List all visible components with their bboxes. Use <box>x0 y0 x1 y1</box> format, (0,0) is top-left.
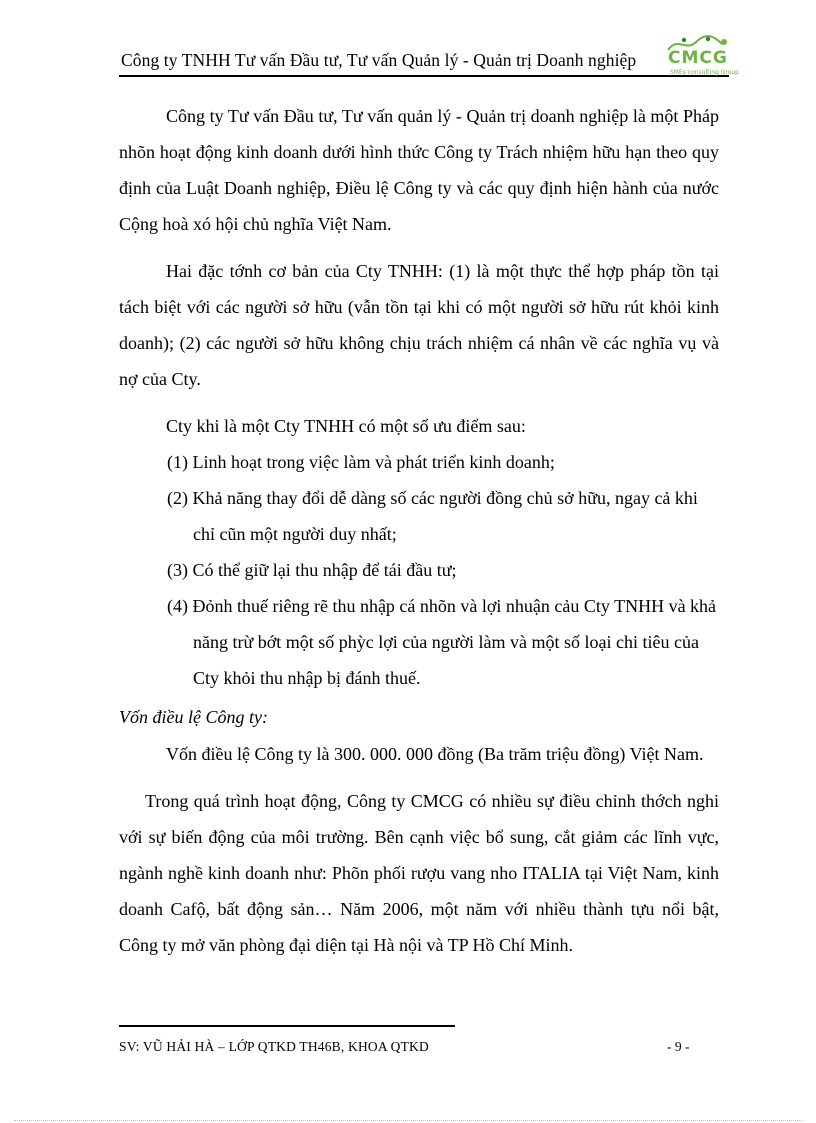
logo-text: CMCG <box>668 48 728 68</box>
page-number: - 9 - <box>667 1039 690 1054</box>
paragraph-advantages-intro: Cty khi là một Cty TNHH có một số ưu điểm sau: <box>166 416 526 436</box>
list-item: (1) Linh hoạt trong việc làm và phát triển kinh doanh; <box>167 452 555 472</box>
page-bottom-border <box>14 1120 802 1121</box>
header-divider <box>119 75 729 77</box>
document-body <box>119 98 719 963</box>
footer-divider <box>119 1025 455 1027</box>
list-item: (3) Có thể giữ lại thu nhập để tái đầu tư; <box>167 560 457 580</box>
page-header-title: Công ty TNHH Tư vấn Đầu tư, Tư vấn Quản lý - Quản trị Doanh nghiệp <box>121 50 637 70</box>
list-item: (4) Đỏnh thuế riêng rẽ thu nhập cá nhõn và lợi nhuận cảu Cty TNHH và khả năng trừ bớt một số phỳc lợi của người làm và một số loại chi tiêu của Cty khỏi thu nhập bị đánh thuế. <box>167 596 717 688</box>
cmcg-logo <box>664 34 739 78</box>
paragraph-operations: Trong quá trình hoạt động, Công ty CMCG có nhiều sự điều chỉnh thớch nghi với sự biến động của môi trường. Bên cạnh việc bổ sung, cắt giảm các lĩnh vực, ngành nghề kinh doanh như: Phõn phối rượu vang nho ITALIA tại Việt Nam, kinh doanh Cafộ, bất động sản… Năm 2006, một năm với nhiều thành tựu nổi bật, Công ty mở văn phòng đại diện tại Hà nội và TP Hồ Chí Minh. <box>119 791 719 955</box>
section-heading: Vốn điều lệ Công ty: <box>119 707 268 727</box>
footer-student-info: SV: VŨ HẢI HÀ – LỚP QTKD TH46B, KHOA QTKD <box>119 1039 429 1054</box>
paragraph-charter-capital: Vốn điều lệ Công ty là 300. 000. 000 đồng (Ba trăm triệu đồng) Việt Nam. <box>166 744 704 764</box>
paragraph-company-intro: Công ty Tư vấn Đầu tư, Tư vấn quản lý - Quản trị doanh nghiệp là một Pháp nhõn hoạt động kinh doanh dưới hình thức Công ty Trách nhiệm hữu hạn theo quy định của Luật Doanh nghiệp, Điều lệ Công ty và các quy định hiện hành của nước Cộng hoà xó hội chủ nghĩa Việt Nam. <box>119 106 719 234</box>
paragraph-llc-characteristics: Hai đặc tớnh cơ bản của Cty TNHH: (1) là một thực thể hợp pháp tồn tại tách biệt với các người sở hữu (vẫn tồn tại khi có một người sở hữu rút khỏi kinh doanh); (2) các người sở hữu không chịu trách nhiệm cá nhân về các nghĩa vụ và nợ của Cty. <box>119 261 719 389</box>
logo-subtext: SMEs consulting Group <box>670 69 739 76</box>
list-item: (2) Khả năng thay đổi dễ dàng số các người đồng chủ sở hữu, ngay cả khi chỉ cũn một người duy nhất; <box>167 488 698 544</box>
